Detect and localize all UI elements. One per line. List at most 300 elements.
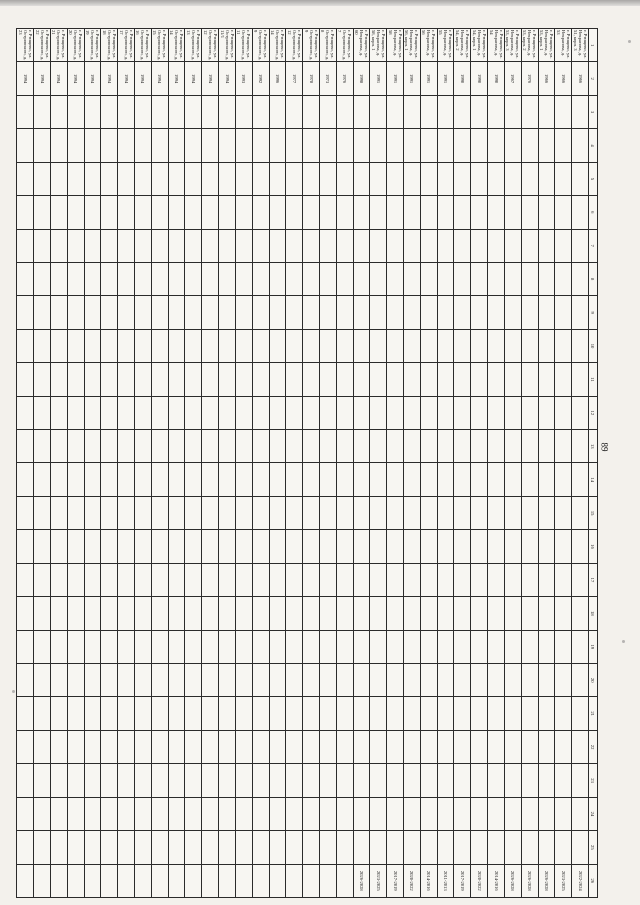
register-table-body: [17, 29, 589, 898]
table-cell: [135, 563, 152, 596]
table-cell: [555, 764, 572, 797]
table-cell: [235, 664, 252, 697]
table-row: [387, 29, 404, 898]
table-cell: [135, 797, 152, 830]
table-cell: [51, 363, 68, 396]
table-cell: [471, 797, 488, 830]
table-cell: [67, 262, 84, 295]
table-cell: [370, 95, 387, 128]
table-cell: [303, 95, 320, 128]
table-cell: [454, 664, 471, 697]
table-cell: [17, 797, 34, 830]
table-row: [538, 29, 555, 898]
table-row: [572, 29, 589, 898]
table-cell: [504, 430, 521, 463]
table-cell: 1994: [101, 62, 118, 95]
table-cell: [387, 797, 404, 830]
table-cell: 2023-2025: [370, 864, 387, 897]
table-cell: [404, 831, 421, 864]
table-cell: [118, 630, 135, 663]
table-cell: [420, 162, 437, 195]
address-cell: г. Ртищево, ул. Островского, д. 9: [303, 30, 319, 61]
table-cell: [303, 530, 320, 563]
table-cell: [135, 262, 152, 295]
table-cell: [185, 129, 202, 162]
column-number: 21: [589, 697, 598, 730]
column-number-row: [589, 29, 598, 898]
table-cell: [471, 329, 488, 362]
table-cell: [437, 697, 454, 730]
table-cell: 2017-2019: [454, 864, 471, 897]
table-cell: [202, 196, 219, 229]
table-cell: [454, 396, 471, 429]
table-cell: [17, 496, 34, 529]
table-cell: [151, 597, 168, 630]
table-cell: [269, 396, 286, 429]
table-cell: [219, 430, 236, 463]
table-cell: [336, 664, 353, 697]
table-cell: [219, 496, 236, 529]
table-cell: [286, 496, 303, 529]
table-cell: [370, 730, 387, 763]
table-cell: [151, 764, 168, 797]
table-cell: [555, 262, 572, 295]
table-cell: [437, 229, 454, 262]
table-cell: [67, 229, 84, 262]
table-cell: [521, 797, 538, 830]
table-cell: [538, 329, 555, 362]
table-cell: [67, 797, 84, 830]
table-cell: [101, 664, 118, 697]
table-cell: 1994: [185, 62, 202, 95]
table-cell: [437, 129, 454, 162]
column-number: 9: [589, 296, 598, 329]
table-cell: [320, 430, 337, 463]
address-cell: г. Ртищево, ул. Островского, д. 19: [85, 30, 101, 61]
table-cell: [303, 229, 320, 262]
table-cell: [572, 430, 589, 463]
table-cell: [353, 496, 370, 529]
table-cell: [151, 563, 168, 596]
table-cell: [420, 463, 437, 496]
table-cell: [437, 530, 454, 563]
table-cell: [84, 496, 101, 529]
table-cell: [118, 797, 135, 830]
table-cell: [34, 797, 51, 830]
table-cell: [454, 129, 471, 162]
table-cell: [404, 162, 421, 195]
table-cell: [168, 296, 185, 329]
table-cell: [202, 329, 219, 362]
table-cell: [353, 463, 370, 496]
table-cell: [185, 630, 202, 663]
table-cell: [185, 463, 202, 496]
table-cell: [471, 363, 488, 396]
table-cell: [286, 95, 303, 128]
table-cell: [504, 697, 521, 730]
table-cell: [572, 95, 589, 128]
table-cell: [67, 530, 84, 563]
table-cell: [235, 95, 252, 128]
table-cell: [370, 831, 387, 864]
table-cell: 2026-2028: [521, 864, 538, 897]
table-cell: 1994: [34, 62, 51, 95]
column-number: 20: [589, 664, 598, 697]
table-cell: [151, 129, 168, 162]
table-cell: [420, 129, 437, 162]
table-cell: [34, 196, 51, 229]
table-cell: [303, 430, 320, 463]
table-cell: [252, 831, 269, 864]
table-cell: 1994: [51, 62, 68, 95]
table-cell: [572, 563, 589, 596]
table-cell: [135, 831, 152, 864]
table-row: [67, 29, 84, 898]
table-cell: [168, 463, 185, 496]
column-number: 19: [589, 630, 598, 663]
table-cell: [135, 363, 152, 396]
table-cell: [34, 764, 51, 797]
table-cell: [84, 730, 101, 763]
table-cell: [303, 797, 320, 830]
table-cell: [336, 95, 353, 128]
table-cell: [252, 797, 269, 830]
table-cell: [404, 329, 421, 362]
table-cell: [101, 864, 118, 897]
table-cell: [168, 597, 185, 630]
table-cell: [202, 664, 219, 697]
address-cell: г. Ртищево, ул. Островского, д. 17: [118, 30, 134, 61]
table-cell: [101, 129, 118, 162]
address-cell: г. Ртищево, ул. Некрасова, д. 55: [437, 29, 454, 62]
table-cell: [118, 430, 135, 463]
address-cell: г. Ртищево, ул. Островского, д. 7: [337, 30, 353, 61]
table-cell: [504, 764, 521, 797]
table-cell: [320, 530, 337, 563]
table-cell: [151, 196, 168, 229]
table-cell: [387, 697, 404, 730]
table-cell: 1994: [135, 62, 152, 95]
table-row: [303, 29, 320, 898]
table-cell: [202, 396, 219, 429]
table-cell: [286, 563, 303, 596]
table-cell: [269, 430, 286, 463]
table-cell: 1996: [269, 62, 286, 95]
table-cell: [101, 162, 118, 195]
table-cell: 1966: [572, 62, 589, 95]
table-cell: [51, 329, 68, 362]
table-cell: [471, 463, 488, 496]
table-cell: 1993: [235, 62, 252, 95]
column-number: 5: [589, 162, 598, 195]
address-cell: г. Ртищево, ул. Островского, д. 8: [320, 30, 336, 61]
table-cell: 1994: [17, 62, 34, 95]
table-cell: [252, 296, 269, 329]
table-cell: [471, 430, 488, 463]
table-cell: [488, 697, 505, 730]
address-cell: г. Ртищево, ул. Некрасова, д. 53: [555, 29, 572, 62]
table-cell: [303, 764, 320, 797]
table-cell: [437, 496, 454, 529]
address-cell: г. Ртищево, ул. Некрасова, д. 54: [488, 29, 505, 62]
table-cell: [286, 597, 303, 630]
table-cell: 1994: [67, 62, 84, 95]
table-cell: [471, 597, 488, 630]
table-cell: [336, 396, 353, 429]
table-cell: [387, 363, 404, 396]
table-cell: [387, 129, 404, 162]
table-cell: [202, 797, 219, 830]
table-cell: [488, 129, 505, 162]
table-cell: [320, 864, 337, 897]
table-cell: [504, 95, 521, 128]
table-cell: [572, 296, 589, 329]
table-cell: [504, 563, 521, 596]
table-cell: [17, 129, 34, 162]
table-cell: [303, 563, 320, 596]
table-cell: [219, 530, 236, 563]
table-cell: [454, 597, 471, 630]
table-cell: [555, 129, 572, 162]
table-cell: [101, 697, 118, 730]
table-cell: [84, 664, 101, 697]
table-cell: [101, 296, 118, 329]
table-cell: [202, 563, 219, 596]
table-cell: [51, 396, 68, 429]
table-cell: [521, 363, 538, 396]
table-cell: [504, 463, 521, 496]
table-cell: [370, 129, 387, 162]
table-cell: [521, 563, 538, 596]
table-cell: [84, 363, 101, 396]
table-cell: [34, 296, 51, 329]
table-cell: [336, 430, 353, 463]
table-cell: [51, 597, 68, 630]
table-cell: [504, 229, 521, 262]
table-row: [34, 29, 51, 898]
table-cell: [353, 597, 370, 630]
table-cell: [404, 262, 421, 295]
table-cell: [185, 597, 202, 630]
table-cell: [168, 630, 185, 663]
table-cell: [135, 530, 152, 563]
table-cell: [269, 697, 286, 730]
table-cell: [572, 730, 589, 763]
table-cell: [168, 329, 185, 362]
table-cell: [370, 764, 387, 797]
table-cell: [320, 831, 337, 864]
table-cell: [51, 764, 68, 797]
table-cell: [353, 296, 370, 329]
table-cell: [320, 262, 337, 295]
table-cell: [353, 831, 370, 864]
table-cell: [471, 563, 488, 596]
table-cell: [471, 296, 488, 329]
table-cell: [118, 597, 135, 630]
table-cell: [84, 262, 101, 295]
table-cell: [51, 196, 68, 229]
table-cell: [572, 764, 589, 797]
table-cell: [101, 630, 118, 663]
table-cell: [504, 329, 521, 362]
table-cell: [521, 262, 538, 295]
table-cell: [454, 563, 471, 596]
table-cell: [34, 229, 51, 262]
table-cell: [235, 864, 252, 897]
table-cell: [252, 764, 269, 797]
table-cell: [219, 797, 236, 830]
table-cell: [135, 864, 152, 897]
table-cell: [572, 697, 589, 730]
table-cell: [84, 95, 101, 128]
table-cell: [51, 664, 68, 697]
table-cell: [235, 396, 252, 429]
table-cell: [303, 664, 320, 697]
table-cell: [572, 162, 589, 195]
table-cell: [135, 630, 152, 663]
table-cell: [84, 797, 101, 830]
table-cell: [521, 597, 538, 630]
table-cell: [303, 630, 320, 663]
table-cell: [387, 262, 404, 295]
table-cell: [135, 597, 152, 630]
table-cell: [404, 496, 421, 529]
table-row: [370, 29, 387, 898]
address-cell: г. Ртищево, ул. Островского, д. 22: [34, 30, 50, 61]
table-cell: [538, 363, 555, 396]
table-cell: [269, 196, 286, 229]
table-cell: [67, 697, 84, 730]
table-row: [151, 29, 168, 898]
table-cell: 2023-2025: [555, 864, 572, 897]
table-cell: [555, 530, 572, 563]
table-cell: [185, 797, 202, 830]
address-cell: г. Ртищево, ул. Островского, д. 16: [135, 30, 151, 61]
table-cell: [420, 296, 437, 329]
address-cell: г. Ртищево, ул. Некрасова, д. 53, корп. 3: [504, 29, 521, 62]
table-cell: 2014-2016: [488, 864, 505, 897]
table-cell: [101, 730, 118, 763]
table-cell: [185, 496, 202, 529]
table-cell: [370, 630, 387, 663]
table-cell: [336, 262, 353, 295]
table-cell: [488, 296, 505, 329]
table-cell: [521, 95, 538, 128]
table-cell: [118, 296, 135, 329]
table-cell: [151, 95, 168, 128]
table-cell: [488, 730, 505, 763]
table-cell: [118, 396, 135, 429]
table-cell: [168, 162, 185, 195]
table-cell: [555, 329, 572, 362]
table-cell: 2020-2022: [404, 864, 421, 897]
table-cell: [17, 764, 34, 797]
table-cell: [219, 831, 236, 864]
table-cell: [387, 463, 404, 496]
table-cell: [34, 363, 51, 396]
scan-speck: [12, 690, 15, 693]
table-cell: [370, 162, 387, 195]
table-cell: [420, 95, 437, 128]
table-cell: [353, 196, 370, 229]
table-cell: [555, 463, 572, 496]
table-cell: [555, 296, 572, 329]
table-cell: [118, 95, 135, 128]
table-cell: [286, 229, 303, 262]
table-cell: [420, 597, 437, 630]
table-cell: [286, 162, 303, 195]
table-cell: [521, 697, 538, 730]
table-cell: [67, 597, 84, 630]
table-cell: [235, 730, 252, 763]
table-cell: [437, 664, 454, 697]
address-cell: г. Ртищево, ул. Некрасова, д. 56, корп. 1: [404, 29, 421, 62]
table-cell: [252, 864, 269, 897]
table-cell: [538, 396, 555, 429]
table-cell: [135, 162, 152, 195]
table-cell: [353, 430, 370, 463]
table-cell: [370, 229, 387, 262]
table-cell: [84, 296, 101, 329]
table-cell: [404, 296, 421, 329]
table-cell: [353, 563, 370, 596]
table-cell: [34, 463, 51, 496]
table-cell: [538, 730, 555, 763]
table-cell: [185, 697, 202, 730]
table-cell: 1991: [370, 62, 387, 95]
table-cell: [51, 697, 68, 730]
table-cell: [101, 262, 118, 295]
table-cell: [269, 296, 286, 329]
table-cell: [404, 697, 421, 730]
table-cell: [135, 730, 152, 763]
table-cell: [521, 463, 538, 496]
table-cell: [555, 396, 572, 429]
table-cell: [235, 262, 252, 295]
table-cell: [370, 797, 387, 830]
table-cell: [353, 162, 370, 195]
table-cell: [67, 764, 84, 797]
table-cell: [370, 396, 387, 429]
table-cell: [437, 764, 454, 797]
table-cell: [572, 496, 589, 529]
address-cell: г. Ртищево, ул. Островского, д. 12: [202, 30, 218, 61]
table-cell: [471, 630, 488, 663]
table-cell: [84, 229, 101, 262]
table-cell: [320, 463, 337, 496]
table-cell: [185, 229, 202, 262]
table-cell: [118, 664, 135, 697]
table-cell: [252, 95, 269, 128]
table-cell: [235, 764, 252, 797]
table-cell: [269, 95, 286, 128]
table-cell: [521, 396, 538, 429]
table-cell: [303, 296, 320, 329]
table-cell: [538, 831, 555, 864]
table-cell: [235, 296, 252, 329]
table-cell: [454, 430, 471, 463]
table-cell: [370, 496, 387, 529]
column-number: 14: [589, 463, 598, 496]
table-cell: [135, 229, 152, 262]
table-cell: [387, 496, 404, 529]
table-cell: [303, 831, 320, 864]
column-number: 7: [589, 229, 598, 262]
table-cell: [101, 496, 118, 529]
table-cell: [370, 363, 387, 396]
table-row: [101, 29, 118, 898]
table-cell: [84, 630, 101, 663]
